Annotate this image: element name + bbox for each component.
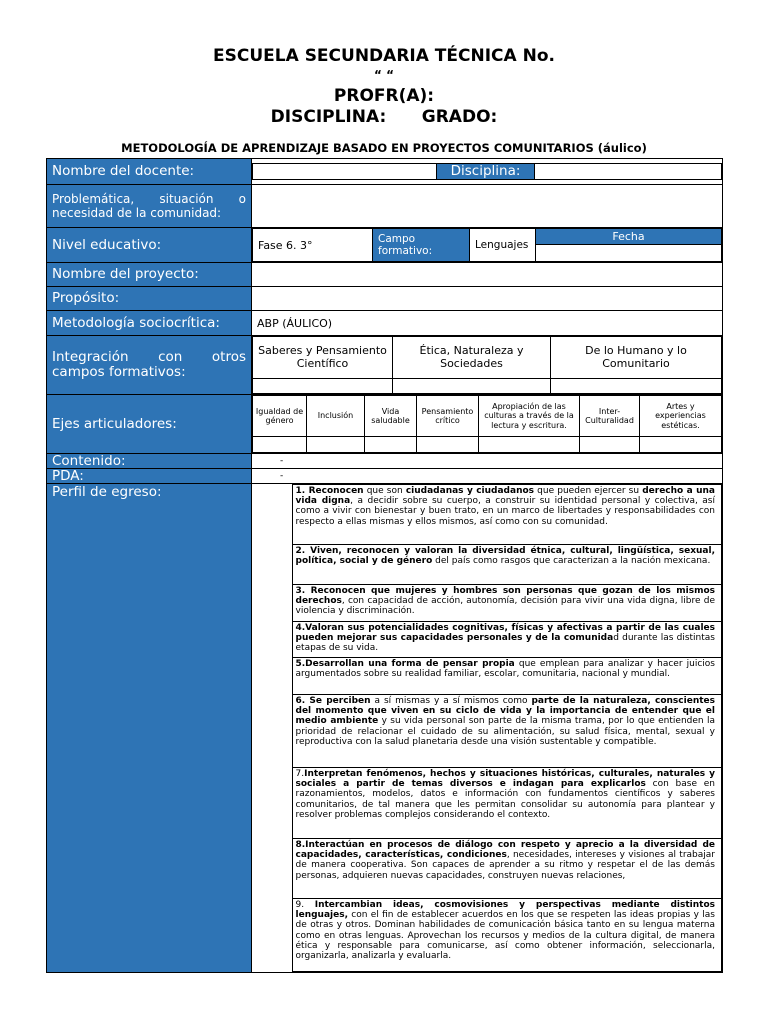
profile-item-text: que son [363,486,406,496]
axes-label: Ejes articuladores: [47,395,252,454]
profile-item-text: 5.Desarrollan una forma de pensar propia [295,659,515,669]
axis-gender: Igualdad de género [253,396,307,437]
profile-spacer [252,585,292,622]
project-name-label: Nombre del proyecto: [47,263,252,287]
profile-spacer [252,899,292,972]
school-number-quotes: “ “ [374,68,394,82]
axis-intercultural: Inter-Culturalidad [580,396,640,437]
axis-cell[interactable] [479,437,580,453]
axis-cell[interactable] [417,437,479,453]
profile-item [292,485,722,545]
profile-spacer [252,839,292,899]
field-ethics: Ética, Naturaleza y Sociedades [393,337,551,379]
profile-item-text: a sí mismas y a sí mismos como [370,696,532,706]
profile-spacer [252,545,292,585]
axis-cell[interactable] [253,437,307,453]
content-label: Contenido: [47,454,252,469]
discipline-grade-heading: DISCIPLINA: GRADO: [270,107,498,127]
profile-spacer [252,658,292,695]
profile-item [292,545,722,585]
field-label: Campo formativo: [373,229,470,262]
teacher-name-field[interactable] [253,164,437,180]
profile-item-text: , a decidir sobre su cuerpo, a construir su identidad personal y colectiva, así como a vivir con bienestar y buen trato, en un marco de libertades y responsabilidades con respecto a ellas mismas y ellos mismos, así como con su comunidad. [295,496,715,527]
profile-item [292,585,722,622]
profile-item-text: 3. Reconocen que mujeres y hombres son personas que gozan de los mismos derechos [295,586,715,607]
pda-label: PDA: [47,469,252,484]
profile-item-text: 4.Valoran sus potencialidades cognitivas, físicas y afectivas a partir de las cuales pueden mejorar sus capacidades personales y de la comunida [295,623,715,644]
axes-table [252,395,722,453]
profile-item [292,899,722,972]
profile-item-text: con base en razonamientos, modelos, datos e información con fundamentos científicos y saberes comunitarios, de tal manera que les permitan consolidar su autonomía para plantear y resolver problemas complejos considerando el contexto. [295,779,716,820]
profile-item-text: parte de la naturaleza, conscientes del momento que viven en su ciclo de vida y la importancia de entender que el medio ambiente [295,696,715,727]
content-value: - [252,454,723,469]
profile-item-text: 1. Reconocen [295,486,364,496]
profile-item-text: d durante las distintas etapas de su vida. [295,633,715,654]
profile-item-text: con el fin de establecer acuerdos en los que se respeten las ideas propias y las de otras y otros. Dominan habilidades de comunicación básica tanto en su lengua materna como en otras lenguas. Aprovechan los recursos y medios de la cultura digital, de manera ética y responsable para comunicarse, así como obtener información, seleccionarla, organizarla, analizarla y evaluarla. [295,910,715,962]
profile-spacer [252,768,292,839]
profile-item-text: del país como rasgos que caracterizan a la nación mexicana. [432,556,711,567]
axis-arts: Artes y experiencias estéticas. [640,396,722,437]
level-label: Nivel educativo: [47,228,252,263]
purpose-field[interactable] [252,287,723,311]
level-value: Fase 6. 3° [253,229,373,262]
profile-spacer [252,622,292,658]
axis-cell[interactable] [640,437,722,453]
fields-table [252,336,722,394]
profile-item-text: 9. [295,900,315,910]
axis-health: Vida saludable [365,396,417,437]
teacher-name-label: Nombre del docente: [47,159,252,185]
field-human-cell[interactable] [551,379,722,394]
field-value: Lenguajes [470,229,536,262]
profile-item-text: , necesidades, intereses y visiones al trabajar de manera cooperativa. Son capaces de aprender a su ritmo y respetar el de las demás personas, adquieren nuevas capacidades, construyen nuevas relaciones, [295,850,715,881]
axis-inclusion: Inclusión [307,396,365,437]
profile-item [292,622,722,658]
school-title: ESCUELA SECUNDARIA TÉCNICA No. [213,46,555,66]
profile-item-text: Intercambian ideas, cosmovisiones y perspectivas mediante distintos lenguajes, [295,900,716,921]
profile-item-text: 8.Interactúan en procesos de diálogo con respeto y aprecio a la diversidad de capacidades, características, condiciones [295,840,715,861]
profile-item-text: derecho a una vida digna [295,486,716,507]
profile-item-text: que emplean para analizar y hacer juicios argumentados sobre su realidad familiar, escolar, comunitaria, nacional y mundial. [295,659,715,680]
profile-spacer [252,485,292,545]
date-field[interactable] [536,245,721,261]
profile-item-text: 6. Se perciben [295,696,371,706]
profile-item-text: y su vida personal son parte de la misma trama, por lo que entienden la prioridad de relacionar el cuidado de su alimentación, su salud física, mental, sexual y reproductiva con la salud planetaria desde una visión sustentable y compatible. [295,716,715,747]
integration-label: Integración con otros campos formativos: [47,336,252,395]
axis-cell[interactable] [307,437,365,453]
field-ethics-cell[interactable] [393,379,551,394]
profile-item [292,695,722,768]
teacher-heading: PROFR(A): [333,86,435,106]
document-subtitle: METODOLOGÍA DE APRENDIZAJE BASADO EN PROYECTOS COMUNITARIOS (áulico) [121,141,647,155]
profile-item [292,768,722,839]
level-row-inner [252,228,722,262]
pda-value: - [252,469,723,484]
profile-item [292,658,722,695]
axis-cell[interactable] [580,437,640,453]
project-name-field[interactable] [252,263,723,287]
profile-item-text: 7. [295,769,305,779]
teacher-row-inner [252,163,722,180]
methodology-value: ABP (ÁULICO) [252,311,723,336]
discipline-field[interactable] [535,164,722,180]
problem-label: Problemática, situación o necesidad de la comunidad: [47,185,252,228]
discipline-label: Disciplina: [437,164,535,180]
field-human: De lo Humano y lo Comunitario [551,337,722,379]
purpose-label: Propósito: [47,287,252,311]
field-science: Saberes y Pensamiento Científico [253,337,393,379]
project-form-table [46,158,723,973]
profile-item-text: 2. Viven, reconocen y valoran la diversidad étnica, cultural, lingüística, sexual, política, social y de género [295,546,715,567]
profile-spacer [252,695,292,768]
field-science-cell[interactable] [253,379,393,394]
profile-item-text: , con capacidad de acción, autonomía, decisión para vivir una vida digna, libre de violencia y discriminación. [295,596,715,617]
axis-cell[interactable] [365,437,417,453]
date-label: Fecha [536,229,721,245]
profile-label: Perfil de egreso: [47,484,252,973]
methodology-label: Metodología sociocrítica: [47,311,252,336]
profile-item-text: Interpretan fenómenos, hechos y situaciones históricas, culturales, naturales y sociales a partir de temas diversos e indagan para explicarlos [295,769,715,790]
profile-item-text: que pueden ejercer su [534,486,643,496]
axis-critical: Pensamiento crítico [417,396,479,437]
problem-field[interactable] [252,185,723,228]
profile-item [292,839,722,899]
profile-item-text: ciudadanas y ciudadanos [405,486,535,496]
profile-table [252,484,722,972]
axis-reading: Apropiación de las culturas a través de la lectura y escritura. [479,396,580,437]
